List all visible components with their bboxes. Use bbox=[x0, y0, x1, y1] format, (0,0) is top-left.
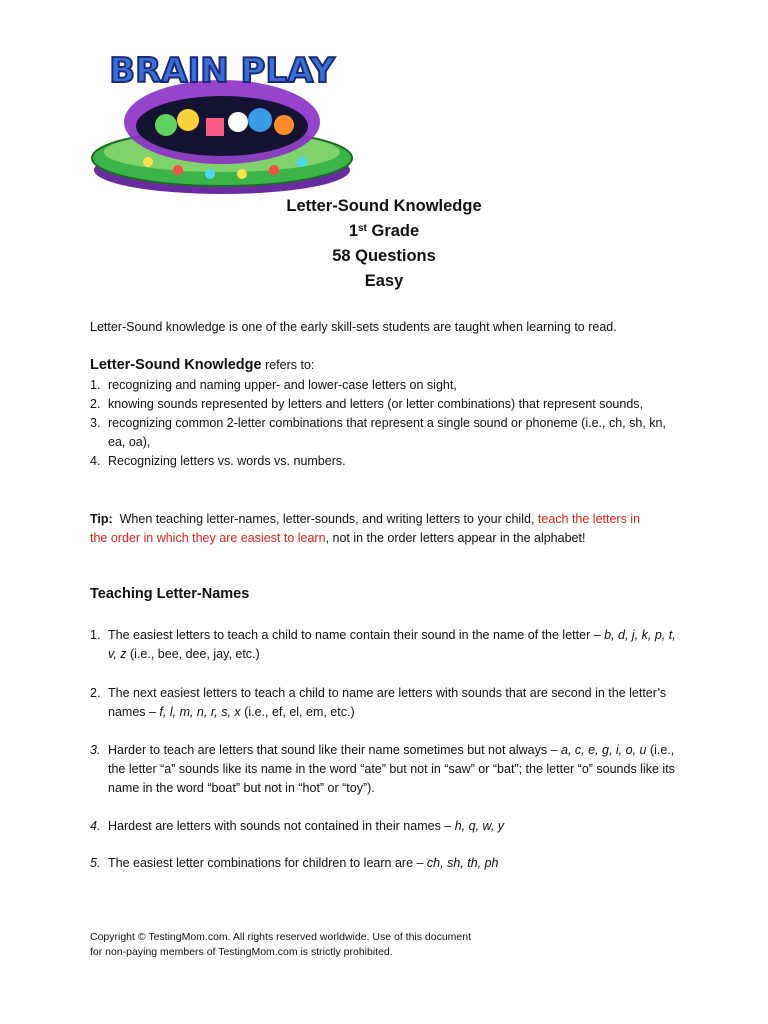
refers-heading bbox=[90, 356, 690, 374]
list-text: recognizing common 2-letter combinations that represent a single sound or phoneme (i.e., ch, sh, kn, ea, oa), bbox=[108, 416, 666, 449]
list-text: recognizing and naming upper- and lower-case letters on sight, bbox=[108, 378, 457, 392]
question-count: 58 Questions bbox=[332, 247, 436, 265]
item-number: 5. bbox=[90, 856, 101, 870]
tip-text-end: , not in the order letters appear in the alphabet! bbox=[325, 531, 586, 545]
title-block bbox=[0, 194, 768, 294]
list-number: 3. bbox=[90, 416, 101, 430]
item-after: (i.e., bee, dee, jay, etc.) bbox=[126, 647, 260, 661]
list-number: 2. bbox=[90, 397, 101, 411]
teaching-item bbox=[90, 817, 676, 836]
item-letters: h, q, w, y bbox=[454, 819, 505, 833]
list-item bbox=[90, 414, 670, 452]
item-letters: f, l, m, n, r, s, x bbox=[159, 705, 241, 719]
list-item bbox=[90, 452, 670, 471]
refers-rest: refers to: bbox=[261, 358, 315, 372]
item-text: The easiest letters to teach a child to name contain their sound in the name of the letter – bbox=[108, 628, 605, 642]
tip-highlight: teach the letters in the order in which they are easiest to learn bbox=[90, 512, 641, 545]
list-number: 4. bbox=[90, 454, 101, 468]
item-text: The easiest letter combinations for children to learn are – bbox=[108, 856, 427, 870]
item-text: Harder to teach are letters that sound like their name sometimes but not always – bbox=[108, 743, 562, 757]
list-number: 1. bbox=[90, 378, 101, 392]
tip-text: When teaching letter-names, letter-sounds, and writing letters to your child, bbox=[112, 512, 538, 526]
list-item bbox=[90, 376, 670, 395]
item-number: 4. bbox=[90, 819, 101, 833]
page-title: Letter-Sound Knowledge bbox=[286, 197, 482, 215]
item-after: (i.e., ef, el, em, etc.) bbox=[240, 705, 355, 719]
teaching-item bbox=[90, 741, 676, 798]
grade-line bbox=[0, 219, 768, 244]
item-number: 3. bbox=[90, 743, 101, 757]
logo-text: BRAIN PLAY bbox=[109, 51, 335, 91]
item-letters: b, d, j, k, p, t, v, z bbox=[108, 628, 676, 661]
copyright-line-1: Copyright © TestingMom.com. All rights reserved worldwide. Use of this document bbox=[90, 931, 472, 943]
intro-paragraph: Letter-Sound knowledge is one of the early skill-sets students are taught when learning to read. bbox=[90, 320, 617, 334]
grade-word: Grade bbox=[371, 222, 420, 240]
teaching-item bbox=[90, 854, 676, 873]
grade-number: 1 bbox=[348, 222, 358, 240]
item-text: The next easiest letters to teach a child to name are letters with sounds that are second in the letter’s names – bbox=[108, 686, 667, 719]
item-number: 1. bbox=[90, 628, 101, 642]
item-text: Hardest are letters with sounds not contained in their names – bbox=[108, 819, 455, 833]
flying-saucer-illustration bbox=[88, 30, 356, 198]
copyright-notice bbox=[90, 930, 550, 960]
refers-lead: Letter-Sound Knowledge bbox=[90, 357, 262, 373]
tip-paragraph bbox=[90, 510, 650, 548]
item-after: (i.e., the letter “a” sounds like its name in the word “ate” but not in “saw” or “bat”; the letter “o” sounds like its name in the word “boat” but not in “hot” or “toy”). bbox=[108, 743, 675, 795]
tip-label: Tip: bbox=[90, 512, 113, 526]
section-heading: Teaching Letter-Names bbox=[90, 586, 250, 602]
list-text: knowing sounds represented by letters and letters (or letter combinations) that represent sounds, bbox=[108, 397, 644, 411]
teaching-item bbox=[90, 626, 676, 664]
copyright-line-2: for non-paying members of TestingMom.com is strictly prohibited. bbox=[90, 946, 393, 958]
list-text: Recognizing letters vs. words vs. numbers. bbox=[108, 454, 346, 468]
difficulty-level: Easy bbox=[364, 272, 404, 290]
item-letters: ch, sh, th, ph bbox=[426, 856, 499, 870]
item-number: 2. bbox=[90, 686, 101, 700]
teaching-item bbox=[90, 684, 676, 722]
item-letters: a, c, e, g, i, o, u bbox=[561, 743, 647, 757]
brain-play-logo bbox=[88, 30, 356, 198]
grade-suffix: st bbox=[358, 223, 367, 234]
list-item bbox=[90, 395, 670, 414]
skills-list bbox=[90, 376, 670, 471]
